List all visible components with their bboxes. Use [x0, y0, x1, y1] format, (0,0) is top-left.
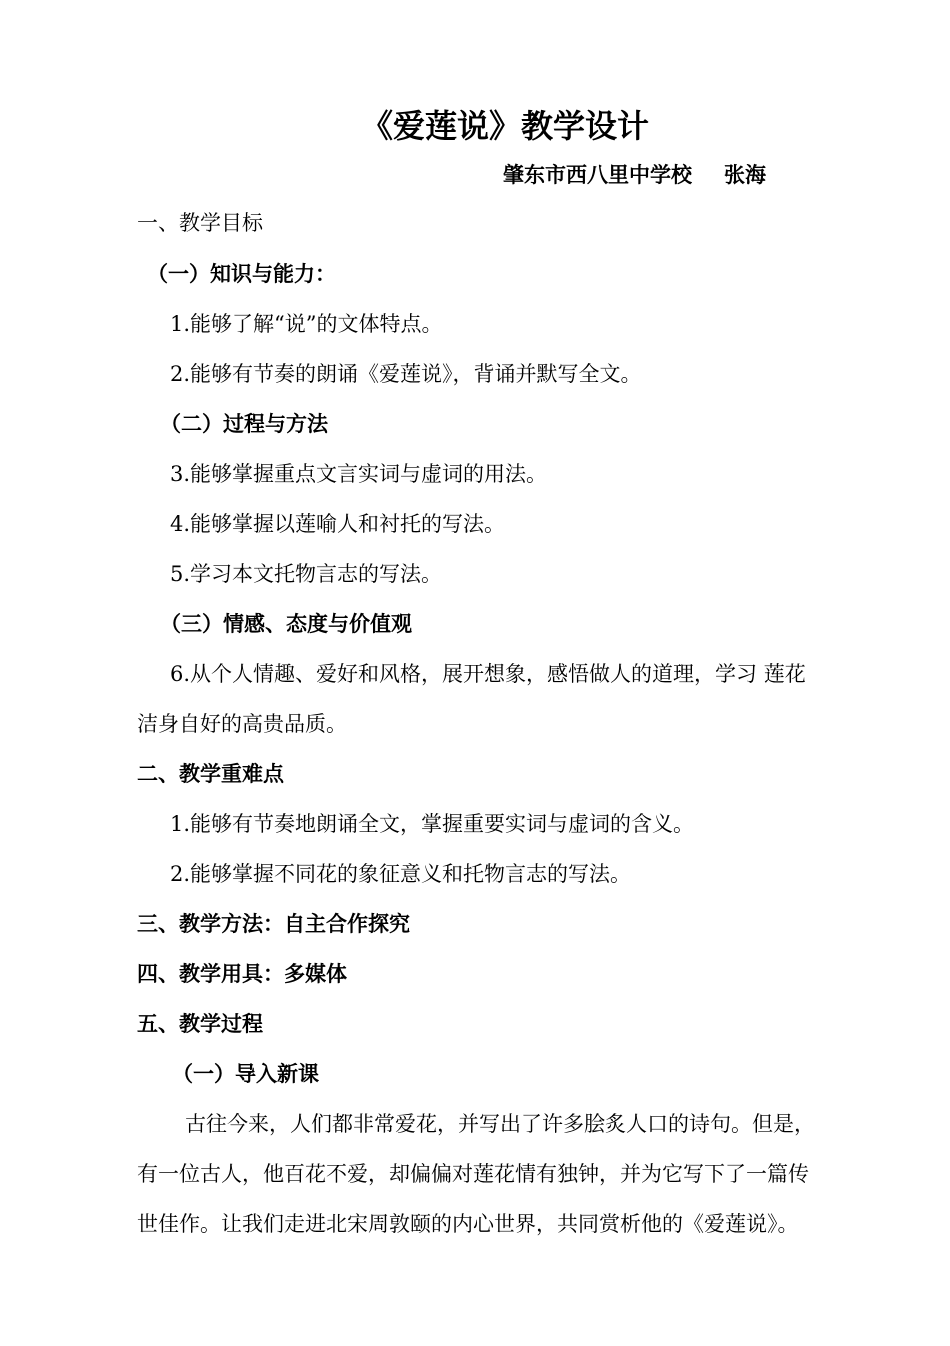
goal-item-6: 6.从个人情趣、爱好和风格，展开想象，感悟做人的道理，学习 莲花 — [170, 662, 806, 686]
intro-paragraph-line-2: 有一位古人，他百花不爱，却偏偏对莲花情有独钟，并为它写下了一篇传 — [137, 1162, 809, 1186]
intro-paragraph-line-1: 古往今来，人们都非常爱花，并写出了许多脍炙人口的诗句。但是， — [185, 1112, 815, 1136]
goal-item-1: 1.能够了解“说”的文体特点。 — [170, 312, 443, 336]
subheading-intro: （一）导入新课 — [172, 1062, 319, 1086]
author-name: 张海 — [724, 163, 766, 187]
document-title: 《爱莲说》教学设计 — [360, 107, 649, 145]
subheading-emotion: （三）情感、态度与价值观 — [160, 612, 412, 636]
intro-paragraph-line-3: 世佳作。让我们走进北宋周敦颐的内心世界，共同赏析他的《爱莲说》。 — [137, 1212, 799, 1236]
heading-method: 三、教学方法：自主合作探究 — [137, 912, 410, 936]
goal-item-6-continued: 洁身自好的高贵品质。 — [137, 712, 347, 736]
subheading-process: （二）过程与方法 — [160, 412, 328, 436]
goal-item-2: 2.能够有节奏的朗诵《爱莲说》，背诵并默写全文。 — [170, 362, 642, 386]
heading-key-points: 二、教学重难点 — [137, 762, 284, 786]
author-line — [503, 160, 766, 190]
author-school: 肇东市西八里中学校 — [503, 163, 692, 187]
key-point-2: 2.能够掌握不同花的象征意义和托物言志的写法。 — [170, 862, 632, 886]
key-point-1: 1.能够有节奏地朗诵全文，掌握重要实词与虚词的含义。 — [170, 812, 695, 836]
subheading-knowledge: （一）知识与能力： — [147, 262, 336, 286]
goal-item-5: 5.学习本文托物言志的写法。 — [170, 562, 443, 586]
goal-item-3: 3.能够掌握重点文言实词与虚词的用法。 — [170, 462, 548, 486]
heading-teaching-goals: 一、教学目标 — [137, 211, 263, 235]
goal-item-4: 4.能够掌握以莲喻人和衬托的写法。 — [170, 512, 506, 536]
heading-tools: 四、教学用具：多媒体 — [137, 962, 347, 986]
heading-process: 五、教学过程 — [137, 1012, 263, 1036]
